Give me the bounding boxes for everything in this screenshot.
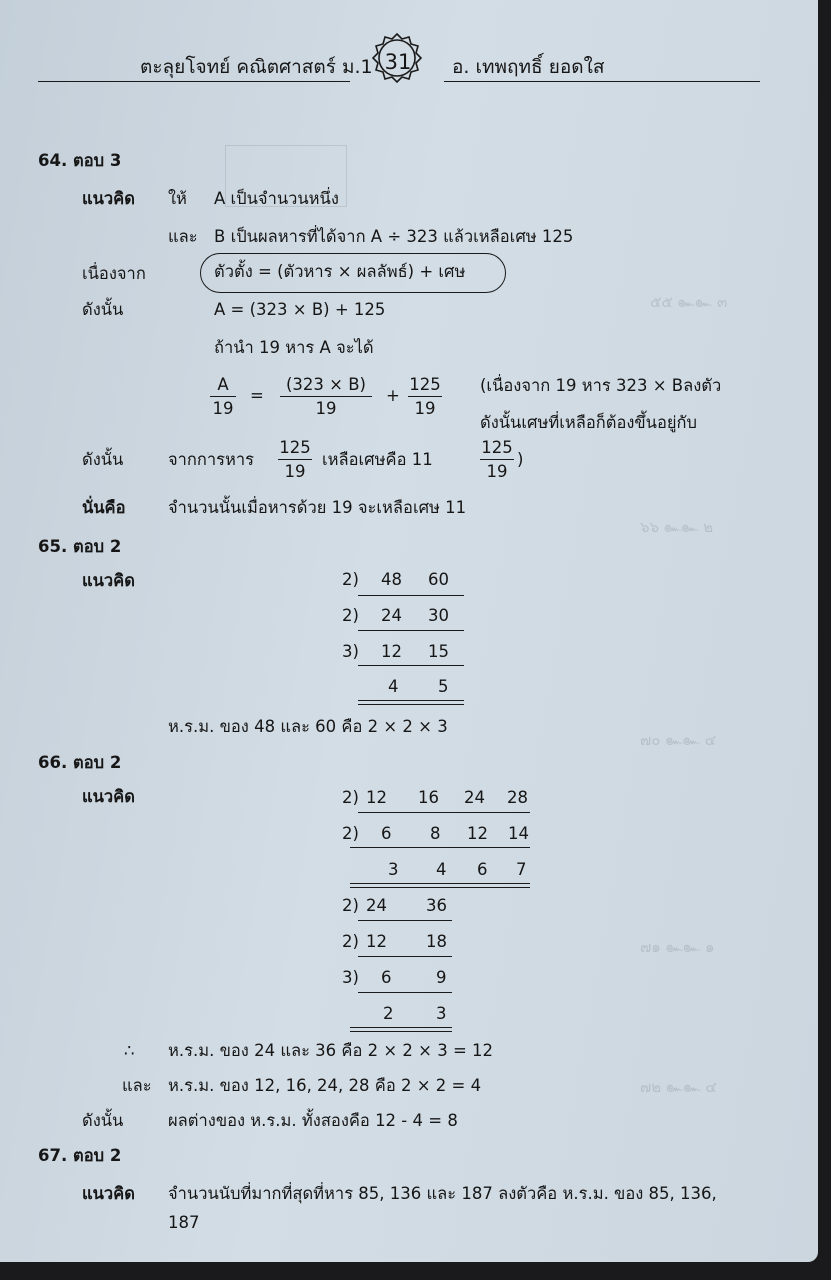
ladder-number: 3 [436,1004,447,1023]
header-book-title: ตะลุยโจทย์ คณิตศาสตร์ ม.1 [140,56,373,78]
ladder-underline [358,992,452,993]
ladder-number: 24 [464,788,485,807]
ladder-number: 15 [428,642,449,661]
q64-since-label: เนื่องจาก [82,264,146,283]
q64-let-word: ให้ [168,189,187,208]
ladder-divisor: 2) [342,606,359,625]
q67-heading: 67. ตอบ 2 [38,1146,122,1165]
q66-line1: ห.ร.ม. ของ 24 และ 36 คือ 2 × 2 × 3 = 12 [168,1041,494,1060]
q64-heading: 64. ตอบ 3 [38,151,122,170]
ladder-underline [358,665,464,666]
ladder-underline [350,847,530,848]
q67-line2: 187 [168,1213,200,1232]
ladder-underline [358,956,452,957]
q65-heading: 65. ตอบ 2 [38,537,122,556]
q66-and-word: และ [122,1076,152,1095]
ladder-number: 9 [436,968,447,987]
q67-line1: จำนวนนับที่มากที่สุดที่หาร 85, 136 และ 187 ลงตัวคือ ห.ร.ม. ของ 85, 136, [168,1184,717,1203]
ladder-number: 24 [366,896,387,915]
ladder-number: 3 [388,860,399,879]
ladder-divisor: 2) [342,824,359,843]
ladder-number: 7 [516,860,527,879]
q64-close-paren: ) [517,450,524,469]
ladder-double-underline [350,887,530,888]
q64-and-word: และ [168,227,198,246]
q64-note1: (เนื่องจาก 19 หาร 323 × Bลงตัว [480,376,722,395]
q64-frac-e: 125 19 [481,438,513,481]
ladder-number: 4 [388,677,399,696]
q64-conclusion: จำนวนนั้นเมื่อหารด้วย 19 จะเหลือเศษ 11 [168,498,467,517]
ladder-number: 6 [477,860,488,879]
q65-result: ห.ร.ม. ของ 48 และ 60 คือ 2 × 2 × 3 [168,717,448,736]
q64-eq1: A = (323 × B) + 125 [214,300,386,319]
ladder-divisor: 2) [342,788,359,807]
q64-plus: + [386,386,400,405]
ladder-underline [358,920,452,921]
ladder-number: 24 [381,606,402,625]
q66-line3: ผลต่างของ ห.ร.ม. ทั้งสองคือ 12 - 4 = 8 [168,1111,458,1130]
q66-concept-label: แนวคิด [82,787,135,806]
q66-heading: 66. ตอบ 2 [38,753,122,772]
ladder-underline [358,630,464,631]
ladder-double-underline [350,1027,452,1028]
ladder-number: 12 [381,642,402,661]
ladder-number: 8 [430,824,441,843]
ladder-number: 60 [428,570,449,589]
q64-frac-c: 125 19 [409,375,441,418]
ladder-number: 5 [438,677,449,696]
header-author: อ. เทพฤทธิ์ ยอดใส [452,56,605,78]
ladder-number: 16 [418,788,439,807]
q64-line2: B เป็นผลหารที่ได้จาก A ÷ 323 แล้วเหลือเศษ 125 [214,227,574,246]
ladder-number: 14 [508,824,529,843]
q64-line1: A เป็นจำนวนหนึ่ง [214,189,339,208]
q65-concept-label: แนวคิด [82,571,135,590]
q66-therefore-label: ดังนั้น [82,1111,124,1130]
ladder-number: 30 [428,606,449,625]
book-page: ๕๕ ๛๛ ๓ ๖๖ ๛๛ ๒ ๗๐ ๛๛ ๔ ๗๑ ๛๛ ๑ ๗๒ ๛๛ ๔ ตะลุยโจทย์ คณิตศาสตร์ ม.1 31 อ. เทพฤทธิ์ ยอดใส 64. ตอบ 3 แนวคิด ให้ A เป็นจำนวนหนึ่ง และ B เป็นผลหารที่ได้จาก A ÷ 323 แล้วเหลือเศษ 125 เนื่องจาก ตัวตั้ง = (ตัวหาร × ผลลัพธ์) + เศษ ดังนั้น A = (323 × B) + 125 ถ้านำ 19 หาร A จะได้ A 19 = (323 × B) 19 + 125 19 (เนื่องจาก 19 หาร 323 × Bลงตัว ดังนั้นเศษที่เหลือก็ต้องขึ้นอยู่กับ ดังนั้น จากการหาร 125 19 เหลือเศษคือ 11 125 19 ) นั่นคือ จำนวนนั้นเมื่อหารด้วย 19 จะเหลือเศษ 11 65. ตอบ 2 แนวคิด 2) 48 60 2) 24 30 3) 12 15 4 5 ห.ร.ม. ของ 48 และ 60 คือ 2 × 2 × 3 66. ตอบ 2 แนวคิด 2) 12 16 24 28 2) 6 8 12 14 3 4 6 7 2) 24 36 2) 12 18 3) 6 9 2 3 ∴ ห.ร.ม. ของ 24 และ 36 คือ 2 × 2 × 3 = 12 และ ห.ร.ม. ของ 12, 16, 24, 28 คือ 2 × 2 = 4 ดังนั้น ผลต่างของ ห.ร.ม. ทั้งสองคือ 12 - 4 = 8 67. ตอบ 2 แนวคิด จำนวนนับที่มากที่สุดที่หาร 85, 136 และ 187 ลงตัวคือ ห.ร.ม. ของ 85, 136, 187 [0,0,818,1262]
ladder-number: 36 [426,896,447,915]
page-number: 31 [384,50,412,74]
q64-concept-label: แนวคิด [82,189,135,208]
ladder-divisor: 2) [342,896,359,915]
ladder-number: 12 [366,932,387,951]
ladder-double-underline [350,883,530,884]
q67-concept-label: แนวคิด [82,1184,135,1203]
q64-equals: = [250,386,264,405]
ladder-number: 28 [507,788,528,807]
q64-note2: ดังนั้นเศษที่เหลือก็ต้องขึ้นอยู่กับ [480,413,698,432]
ladder-number: 2 [383,1004,394,1023]
ladder-number: 4 [436,860,447,879]
ladder-number: 12 [467,824,488,843]
ladder-number: 12 [366,788,387,807]
ladder-number: 48 [381,570,402,589]
ladder-number: 6 [381,824,392,843]
ladder-divisor: 3) [342,642,359,661]
q64-frac-d: 125 19 [279,438,311,481]
ladder-double-underline [358,700,464,701]
ladder-double-underline [350,1031,452,1032]
q64-formula: ตัวตั้ง = (ตัวหาร × ผลลัพธ์) + เศษ [214,262,466,281]
q66-line2: ห.ร.ม. ของ 12, 16, 24, 28 คือ 2 × 2 = 4 [168,1076,482,1095]
ladder-divisor: 2) [342,932,359,951]
q64-from-division: จากการหาร [168,450,255,469]
q64-frac-b: (323 × B) 19 [280,374,372,419]
ladder-number: 18 [426,932,447,951]
ladder-double-underline [358,704,464,705]
q64-therefore-label: ดังนั้น [82,300,124,319]
ladder-underline [358,812,530,813]
q64-frac-a: A 19 [210,374,236,419]
header-rule-left [38,81,350,82]
q64-therefore2-label: ดังนั้น [82,450,124,469]
q64-remainder-text: เหลือเศษคือ 11 [322,450,433,469]
q64-thatis-label: นั่นคือ [82,498,126,517]
q64-divide-line: ถ้านำ 19 หาร A จะได้ [214,338,374,357]
ladder-divisor: 2) [342,570,359,589]
ladder-number: 6 [381,968,392,987]
ladder-divisor: 3) [342,968,359,987]
ladder-underline [358,595,464,596]
therefore-icon: ∴ [124,1041,135,1060]
